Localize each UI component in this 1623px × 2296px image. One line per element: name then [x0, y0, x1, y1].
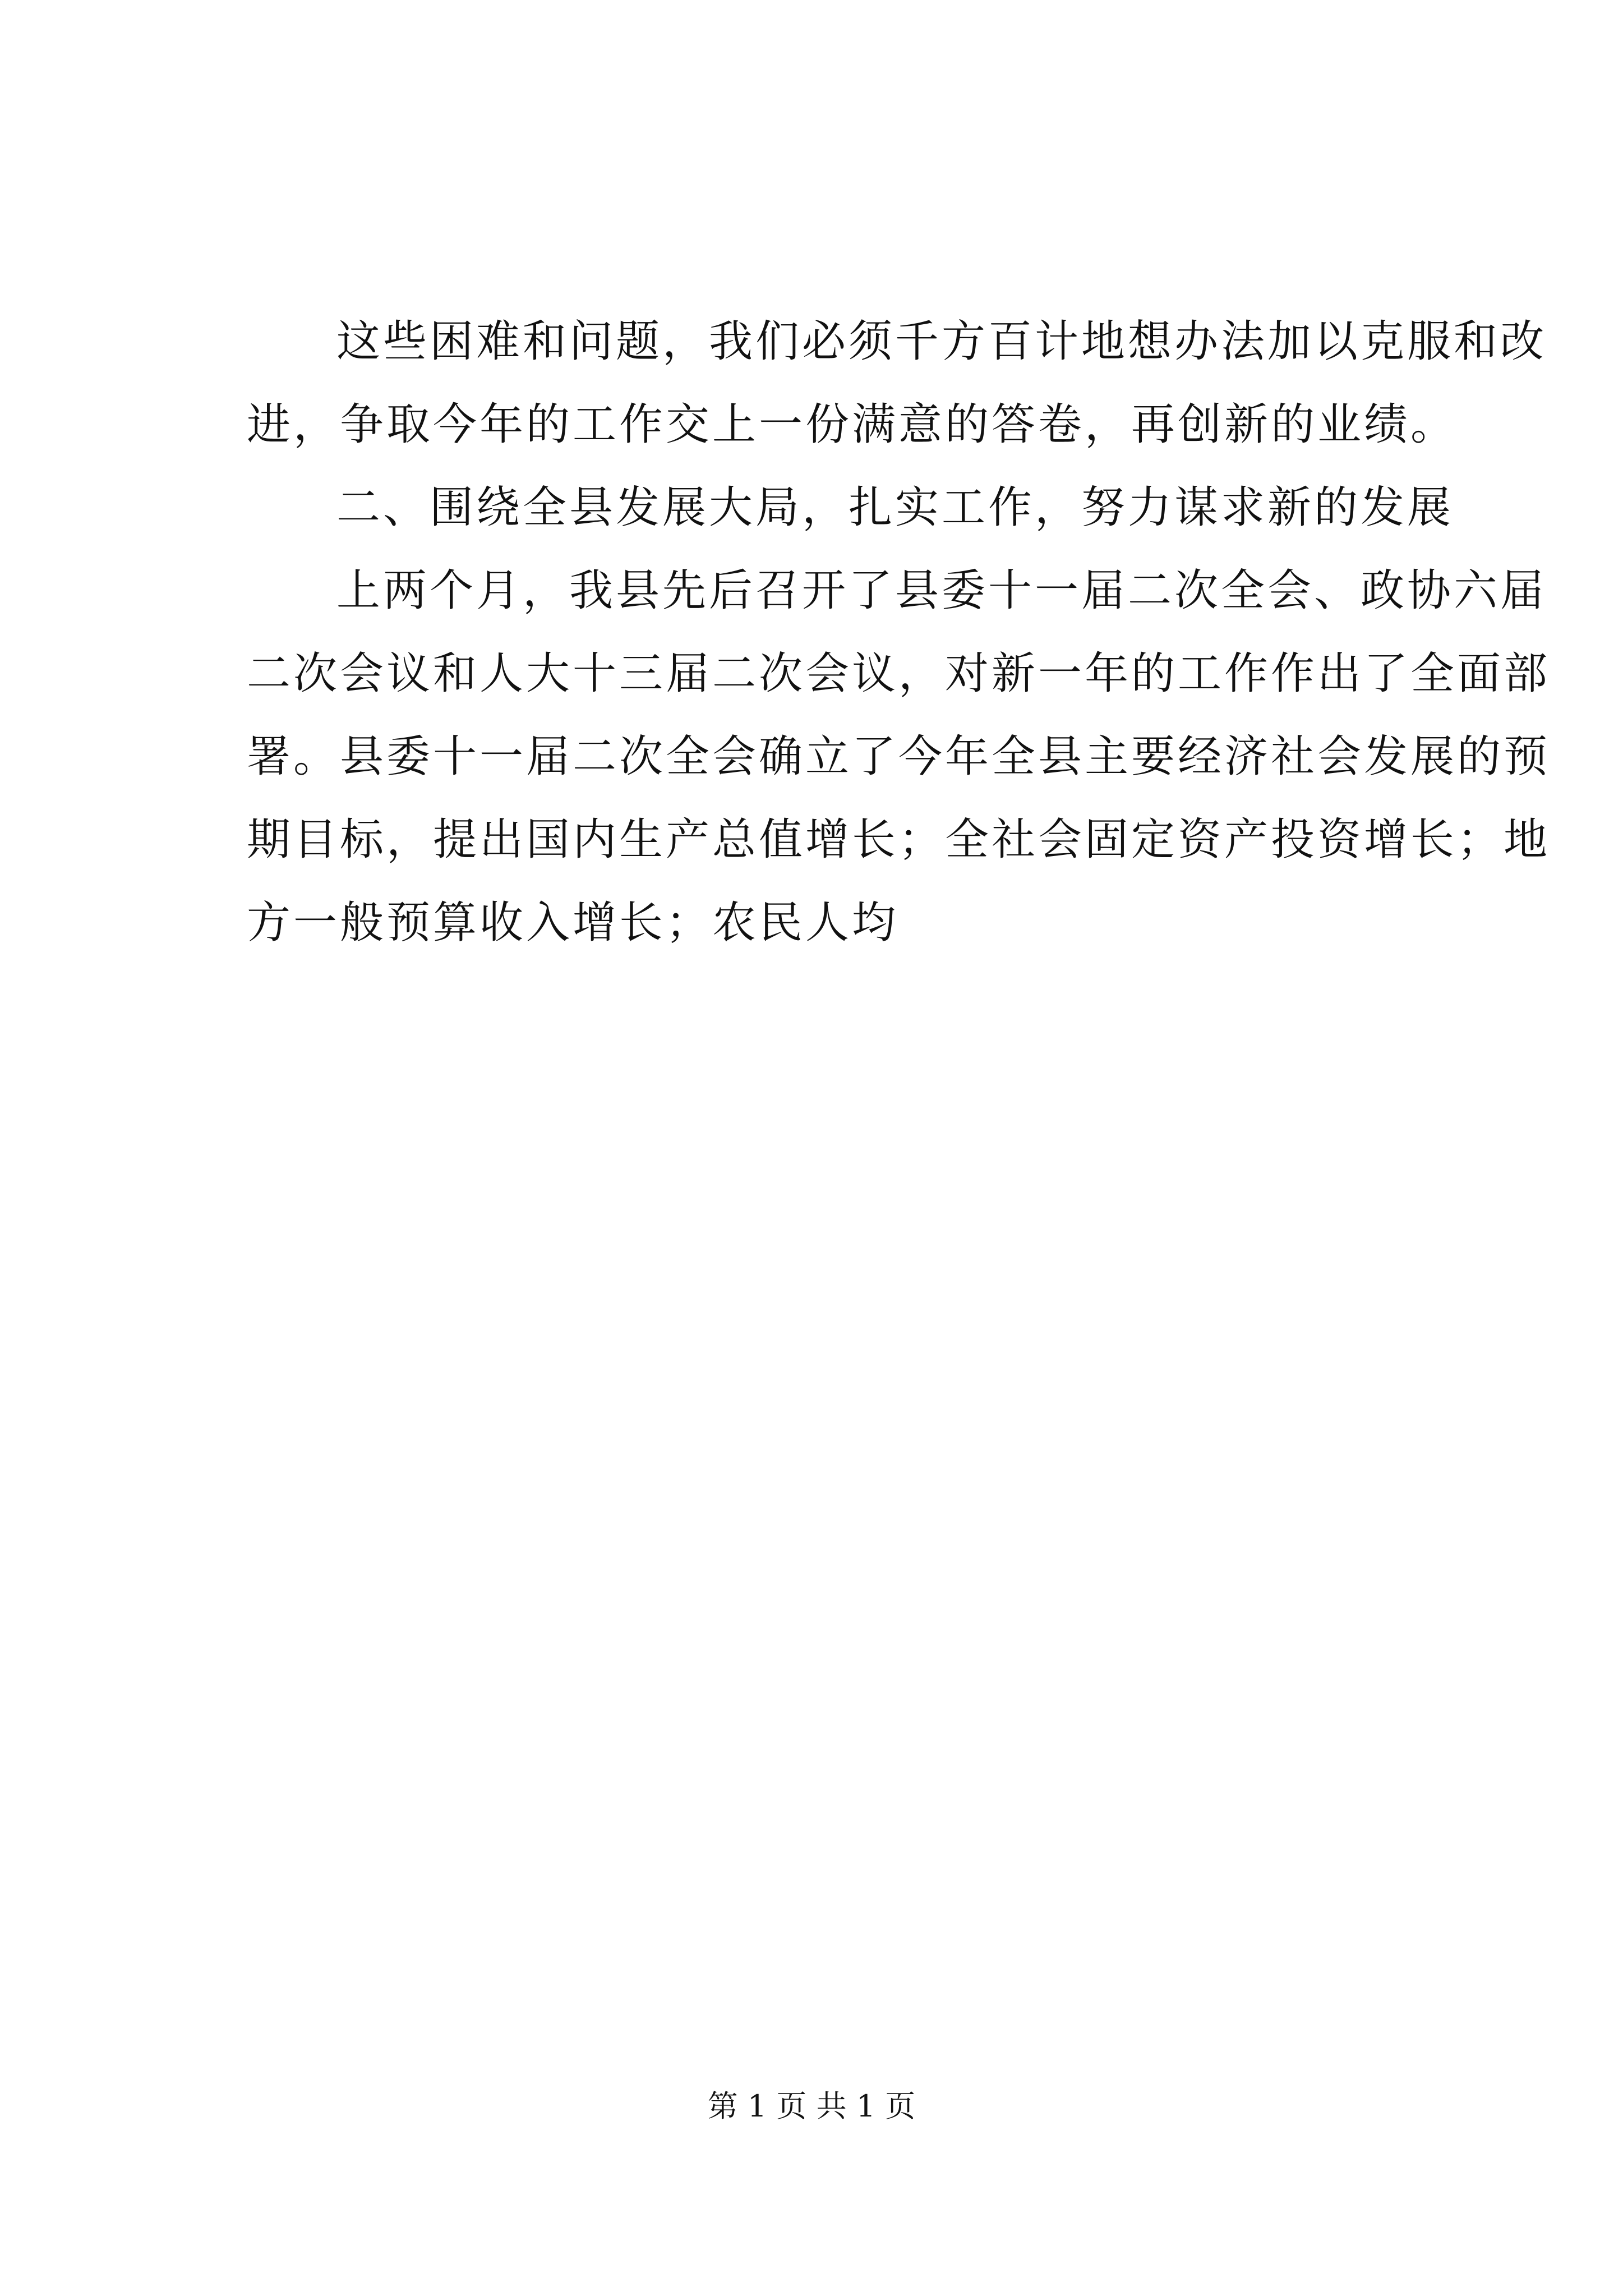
- paragraph-2-line-2: 二次会议和人大十三届二次会议，对新一年的工作作出了全面部: [247, 648, 1551, 699]
- paragraph-2-line-4: 期目标，提出国内生产总值增长；全社会固定资产投资增长；地: [247, 815, 1551, 865]
- paragraph-2-line-3: 署。县委十一届二次全会确立了今年全县主要经济社会发展的预: [247, 731, 1551, 782]
- body-text: [247, 300, 1551, 964]
- page-footer: 第 1 页 共 1 页: [707, 2088, 916, 2124]
- paragraph-2-line-1: 上两个月，我县先后召开了县委十一届二次全会、政协六届: [336, 565, 1547, 616]
- paragraph-1-line-1: 这些困难和问题，我们必须千方百计地想办法加以克服和改: [336, 316, 1547, 367]
- paragraph-1-line-2: 进，争取今年的工作交上一份满意的答卷，再创新的业绩。: [247, 399, 1458, 450]
- paragraph-2-line-5: 方一般预算收入增长；农民人均: [247, 898, 899, 948]
- section-heading: 二、围绕全县发展大局，扎实工作，努力谋求新的发展: [336, 482, 1454, 533]
